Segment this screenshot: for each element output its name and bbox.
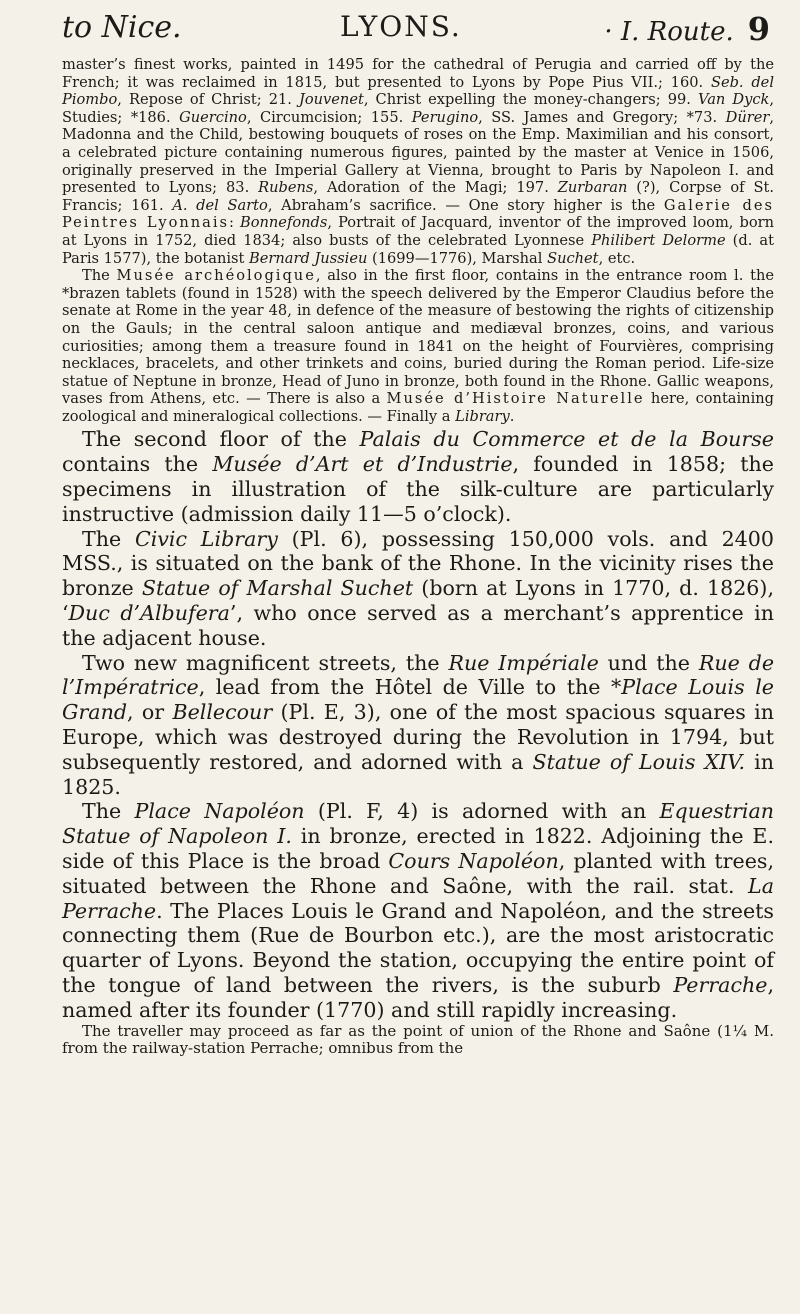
running-header (62, 4, 770, 52)
header-destination: to Nice. (62, 10, 182, 45)
text-run: The (82, 526, 135, 551)
italic-run: Cours Napoléon (388, 849, 559, 874)
italic-run: Equestrian Statue of Napoleon I. (62, 799, 774, 849)
header-route-and-page (604, 10, 770, 48)
spaced-run: Galerie des Peintres Lyonnais (62, 196, 774, 232)
text-run: , Studies; *186. (62, 91, 775, 126)
paragraph-musee-archeologique (62, 267, 774, 425)
text-run: (d. at Paris 1577), the botanist (62, 231, 774, 267)
italic-run: Place Napoléon (134, 799, 305, 824)
text-run: Two new magnificent streets, the (82, 650, 449, 675)
text-run: The (82, 799, 135, 824)
text-run: The (82, 267, 117, 285)
text-run: here, containing zoological and mineralogical collections. — Finally a (62, 390, 774, 425)
text-run: in bronze, erected in 1822. Adjoining the E. side of this Place is the broad (62, 824, 774, 874)
text-run: , lead from the Hôtel de Ville to the * (198, 675, 622, 700)
header-city: LYONS. (340, 10, 462, 43)
text-run: (Pl. F, 4) is adorned with an (304, 799, 660, 824)
text-run: in 1825. (62, 749, 774, 799)
italic-run: Guercino (179, 108, 247, 126)
text-run: , SS. James and Gregory; *73. (478, 108, 726, 126)
italic-run: Perrache (673, 973, 768, 997)
italic-run: Van Dyck (698, 91, 770, 109)
italic-run: A. del Sarto (172, 196, 268, 214)
text-run: (?), Corpse of St. Francis; 161. (62, 179, 774, 214)
italic-run: Bellecour (172, 700, 273, 725)
text-run: , Madonna and the Child, bestowing bouquets of roses on the Emp. Maximilian and his consort, a celebrated picture containing numerous figures, painted by the master at Venice in 1506, originally preserved in the Imperial Gallery at Vienna, brought to Paris by Napoleon I. and presented to Lyons; 83. (62, 108, 774, 197)
text-run: : (229, 214, 240, 232)
text-run: , Adoration of the Magi; 197. (313, 179, 558, 197)
italic-run: Zurbaran (557, 179, 628, 197)
text-run: , planted with trees, situated between the Rhone and Saône, with the rail. stat. (62, 849, 774, 898)
text-run: master’s finest works, painted in 1495 for the cathedral of Perugia and carried off by the French; it was reclaimed in 1815, but presented to Lyons by Pope Pius VII.; 160. (62, 56, 774, 91)
italic-run: Statue of Marshal Suchet (141, 576, 414, 601)
italic-run: Rue de l’Impératrice (62, 650, 775, 700)
text-run: . The Places Louis le Grand and Napoléon, and the streets connecting them (Rue de Bourbon etc.), are the most aristocratic quarter of Lyons. Beyond the station, occupying the entire point of the tongue of land between the rivers, is the suburb (62, 898, 774, 997)
text-run: . (509, 407, 515, 425)
text-run: , named after its founder (1770) and still rapidly increasing. (62, 973, 774, 1022)
text-run: The traveller may proceed as far as the point of union of the Rhone and Saône (1¼ M. from the railway-station Perrache; omnibus from the (62, 1021, 774, 1058)
text-run: (1699—1776), Marshal (367, 249, 548, 267)
italic-run: Bonnefonds (240, 214, 328, 232)
text-run: contains the (62, 452, 213, 477)
text-run: (Pl. E, 3), one of the most spacious squares in Europe, which was destroyed during the Revolution in 1794, but subsequently restored, and adorned with a (62, 700, 774, 774)
text-run: , founded in 1858; the specimens in illustration of the silk-culture are particularly instructive (admission daily 11—5 o’clock). (62, 452, 774, 526)
spaced-run: Musée archéologique (116, 267, 316, 285)
text-run: (Pl. 6), possessing 150,000 vols. and 2400 MSS., is situated on the bank of the Rhone. In the vicinity rises the bronze (62, 526, 774, 601)
text-run: , also in the first floor, contains in the entrance room l. the *brazen tablets (found in 1528) with the speech delivered by the Emperor Claudius before the senate at Rome in the year 48, in defence of the measure of bestowing the rights of citizenship on the Gauls; in the central saloon antique and mediæval bronzes, coins, and various curiosities; among them a treasure found in 1841 on the height of Fourvières, comprising necklaces, bracelets, and other trinkets and coins, buried during the Roman period. Life-size statue of Neptune in bronze, Head of Juno in bronze, both found in the Rhone. Gallic weapons, vases from Athens, etc. — There is also a (62, 267, 774, 408)
italic-run: Philibert Delorme (591, 231, 726, 249)
italic-run: Perugino (411, 108, 479, 126)
italic-run: Jouvenet (299, 91, 364, 109)
italic-run: Library (455, 407, 510, 425)
italic-run: Statue of Louis XIV. (532, 749, 746, 774)
text-run: ’, who once served as a merchant’s apprentice in the adjacent house. (62, 601, 774, 650)
text-run: , Abraham’s sacrifice. — One story higher is the (267, 196, 664, 214)
paragraph-civic-library (62, 527, 774, 651)
text-run: , Portrait of Jacquard, inventor of the improved loom, born at Lyons in 1752, died 1834; also busts of the celebrated Lyonnese (62, 214, 774, 249)
italic-run: Suchet (547, 249, 599, 267)
italic-run: Bernard Jussieu (249, 249, 368, 267)
paragraph-traveller-note (62, 1023, 774, 1058)
italic-run: La Perrache (62, 873, 774, 923)
italic-run: Rubens (258, 179, 314, 197)
italic-run: Dürer (725, 108, 770, 126)
italic-run: Seb. del Piombo (62, 73, 774, 109)
italic-run: Duc d’Albufera (68, 601, 230, 626)
italic-run: Musée d’Art et d’Industrie (212, 452, 513, 477)
text-run: , Repose of Christ; 21. (117, 91, 299, 109)
text-run: , etc. (598, 249, 636, 267)
page-body (62, 56, 774, 1058)
text-run: , or (127, 700, 173, 725)
header-route: · I. Route. (604, 17, 734, 47)
paragraph-new-streets (62, 651, 774, 800)
text-run: (born at Lyons in 1770, d. 1826), ‘ (62, 576, 774, 626)
italic-run: Palais du Commerce et de la Bourse (359, 427, 774, 452)
text-run: , Christ expelling the money-changers; 99. (363, 91, 699, 109)
text-run: , Circumcision; 155. (246, 108, 412, 126)
italic-run: Rue Impériale (448, 650, 599, 675)
paragraph-palais-du-commerce (62, 427, 774, 526)
paragraph-place-napoleon (62, 799, 774, 1022)
text-run: und the (598, 650, 699, 675)
italic-run: Civic Library (134, 526, 278, 551)
page-number: 9 (747, 10, 770, 48)
paragraph-picture-list (62, 56, 774, 267)
text-run: The second floor of the (82, 427, 360, 452)
spaced-run: Musée d’Histoire Naturelle (386, 390, 645, 408)
italic-run: Place Louis le Grand (62, 675, 774, 725)
